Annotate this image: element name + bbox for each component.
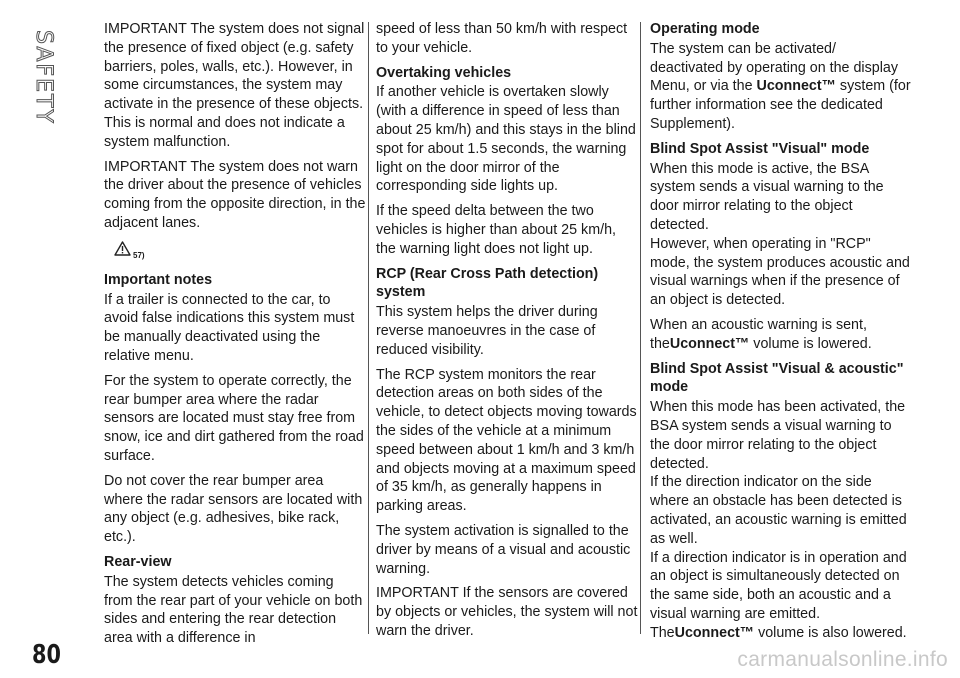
brand-uconnect: Uconnect™ (674, 624, 755, 641)
column-left (104, 20, 366, 654)
paragraph-speed-continuation: speed of less than 50 km/h with respect to your vehicle. (376, 21, 628, 56)
heading-important-notes: Important notes (104, 271, 213, 288)
paragraph-rear-view: The system detects vehicles coming from the rear part of your vehicle on both sides and entering the rear detection area with a difference in (104, 573, 363, 647)
warning-reference-number: 57) (133, 250, 145, 260)
paragraph-bumper-cover: Do not cover the rear bumper area where the radar sensors are located with any object (e.g. adhesives, bike rack, etc.). (104, 472, 363, 546)
brand-uconnect: Uconnect™ (756, 78, 836, 95)
important-note-sensors-covered: IMPORTANT If the sensors are covered by objects or vehicles, the system will not warn the driver. (376, 585, 638, 639)
paragraph-rcp-activation: The system activation is signalled to the driver by means of a visual and acoustic warning. (376, 522, 631, 577)
column-divider (640, 22, 641, 634)
heading-rear-view: Rear-view (104, 553, 172, 570)
paragraph-visual-acoustic-mode: When this mode has been activated, the BSA system sends a visual warning to the door mirror relating to the object detected. (650, 399, 906, 472)
paragraph-operating-mode: The system can be activated/ deactivated by operating on the display Menu, or via the Uconnect™ system (for further information see the dedicated Supplement). (650, 40, 911, 132)
page-number: 80 (32, 640, 61, 670)
section-tab (0, 0, 84, 678)
column-right (650, 20, 912, 649)
paragraph-visual-mode: When this mode is active, the BSA system sends a visual warning to the door mirror relating to the object detected. (650, 160, 884, 233)
paragraph-simultaneous-detection: If a direction indicator is in operation and an object is simultaneously detected on the same side, both an acoustic and a visual warning are emitted. TheUconnect™ volume is also lowered. (650, 549, 907, 641)
paragraph-trailer: If a trailer is connected to the car, to avoid false indications this system must be manually deactivated using the relative menu. (104, 291, 355, 364)
paragraph-speed-delta: If the speed delta between the two vehicles is higher than about 25 km/h, the warning light does not light up. (376, 203, 617, 257)
important-note-fixed-objects: IMPORTANT The system does not signal the presence of fixed object (e.g. safety barriers, poles, walls, etc.). However, in some circumstances, the system may activate in the presence of these objects. This is normal and does not indicate a system malfunction. (104, 21, 365, 150)
brand-uconnect: Uconnect™ (669, 335, 750, 352)
paragraph-overtaking: If another vehicle is overtaken slowly (with a difference in speed of less than about 25 km/h) and this stays in the blind spot for about 1.5 seconds, the warning light on the door mirror of the corresponding side lights up. (376, 84, 636, 195)
heading-rcp-system: RCP (Rear Cross Path detection) system (376, 265, 599, 301)
column-divider (368, 22, 369, 634)
heading-visual-mode: Blind Spot Assist "Visual" mode (650, 140, 870, 157)
paragraph-rcp-monitoring: The RCP system monitors the rear detection areas on both sides of the vehicle, to detect objects moving towards the sides of the vehicle at a minimum speed between about 1 km/h and 3 km/h and objects moving at a maximum speed of 35 km/h, as generally happens in parking areas. (376, 366, 637, 515)
column-middle (376, 20, 638, 647)
paragraph-acoustic-warning-volume: When an acoustic warning is sent, theUconnect™ volume is lowered. (650, 316, 872, 352)
paragraph-direction-indicator: If the direction indicator on the side where an obstacle has been detected is activated, an acoustic warning is emitted as well. (650, 474, 907, 547)
warning-reference (114, 241, 366, 261)
heading-operating-mode: Operating mode (650, 21, 760, 37)
section-title: SAFETY (31, 30, 56, 125)
watermark: carmanualsonline.info (737, 648, 948, 671)
warning-triangle-icon (114, 241, 131, 256)
important-note-opposite-vehicles: IMPORTANT The system does not warn the driver about the presence of vehicles coming from the opposite direction, in the adjacent lanes. (104, 158, 366, 231)
paragraph-rcp-mode-warnings: However, when operating in "RCP" mode, the system produces acoustic and visual warnings when if the presence of an object is detected. (650, 235, 910, 309)
paragraph-radar-sensors: For the system to operate correctly, the rear bumper area where the radar sensors are located must stay free from snow, ice and dirt gathered from the road surface. (104, 372, 364, 464)
paragraph-rcp-intro: This system helps the driver during reverse manoeuvres in the case of reduced visibility. (376, 304, 598, 358)
heading-overtaking-vehicles: Overtaking vehicles (376, 64, 512, 81)
heading-visual-acoustic-mode: Blind Spot Assist "Visual & acoustic" mode (650, 360, 904, 396)
